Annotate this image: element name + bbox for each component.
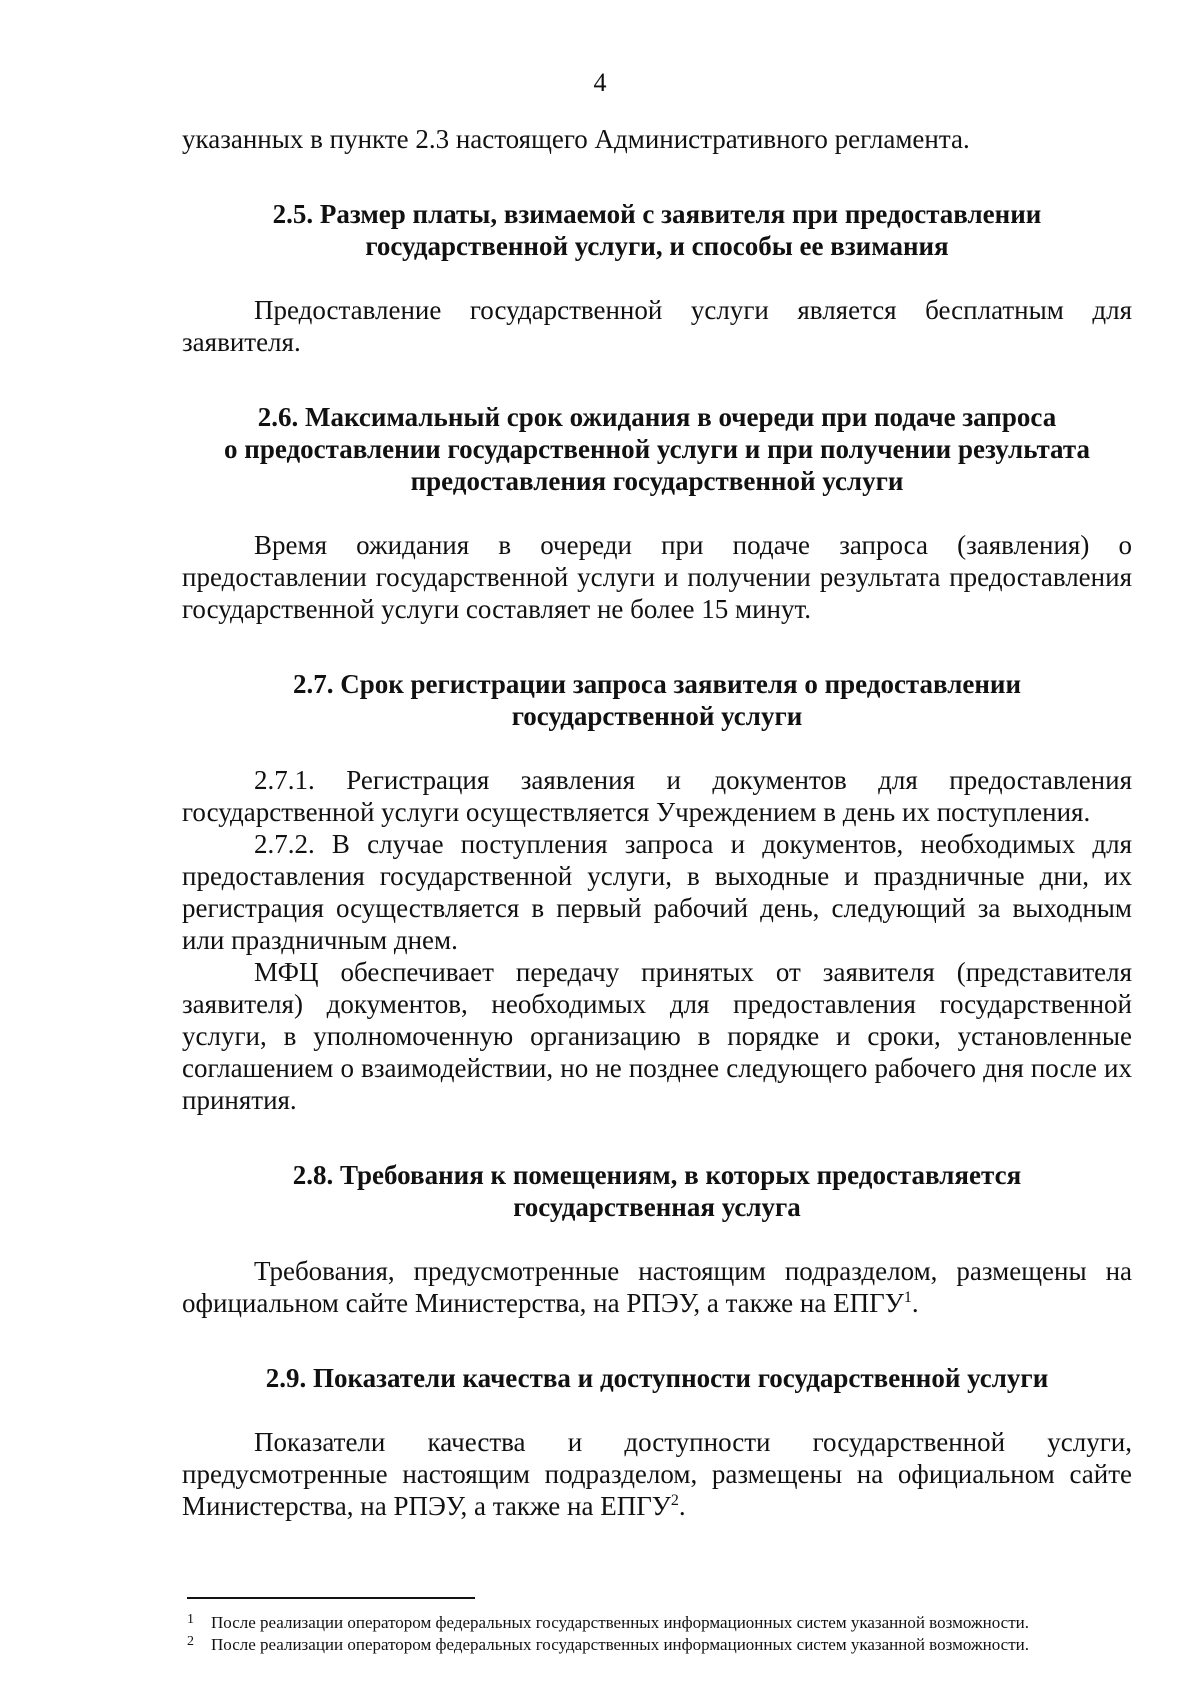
footnote-divider: [187, 1597, 475, 1599]
paragraph-2-6: Время ожидания в очереди при подаче запроса (заявления) о предоставлении государственной услуги и получении результата предоставления государственной услуги составляет не более 15 минут.: [182, 530, 1132, 624]
footnote-mark: 2: [187, 1634, 194, 1649]
footnotes: [187, 1612, 1132, 1656]
paragraph-2-7-2: 2.7.2. В случае поступления запроса и документов, необходимых для предоставления государственной услуги, в выходные и праздничные дни, их регистрация осуществляется в первый рабочий день, следующий за выходным или праздничным днем.: [182, 829, 1132, 955]
section-heading-2-8: 2.8. Требования к помещениям, в которых предоставляется государственная услуга: [292, 1160, 1022, 1222]
footnote-mark: 1: [187, 1612, 194, 1627]
footnote-ref-1[interactable]: 1: [903, 1289, 912, 1306]
paragraph-2-9: Показатели качества и доступности государственной услуги, предусмотренные настоящим подразделом, размещены на официальном сайте Министерства, на РПЭУ, а также на ЕПГУ$^2$.: [182, 1427, 1132, 1521]
section-heading-2-9: 2.9. Показатели качества и доступности государственной услуги: [265, 1363, 1049, 1393]
section-heading-2-6: 2.6. Максимальный срок ожидания в очереди при подаче запроса о предоставлении государственной услуги и при получении результата предоставления государственной услуги: [224, 402, 1090, 496]
section-heading-2-7: 2.7. Срок регистрации запроса заявителя о предоставлении государственной услуги: [292, 669, 1022, 731]
page-number: 4: [593, 68, 607, 97]
continuation-paragraph: указанных в пункте 2.3 настоящего Административного регламента.: [182, 124, 970, 154]
footnote-text: После реализации оператором федеральных государственных информационных систем указанной возможности.: [211, 1635, 1029, 1654]
footnote-text: После реализации оператором федеральных государственных информационных систем указанной возможности.: [211, 1613, 1029, 1632]
page-body: [182, 123, 1132, 1522]
paragraph-mfc: МФЦ обеспечивает передачу принятых от заявителя (представителя заявителя) документов, необходимых для предоставления государственной услуги, в уполномоченную организацию в порядке и сроки, установленные соглашением о взаимодействии, но не позднее следующего рабочего дня после их принятия.: [182, 957, 1132, 1115]
paragraph-2-7-1: 2.7.1. Регистрация заявления и документов для предоставления государственной услуги осуществляется Учреждением в день их поступления.: [182, 765, 1132, 827]
footnote-ref-2[interactable]: 2: [670, 1492, 679, 1509]
footnote-item: [187, 1612, 1132, 1634]
paragraph-2-5: Предоставление государственной услуги является бесплатным для заявителя.: [182, 295, 1132, 357]
paragraph-2-8: Требования, предусмотренные настоящим подразделом, размещены на официальном сайте Министерства, на РПЭУ, а также на ЕПГУ$^1$.: [182, 1256, 1132, 1318]
footnote-item: [187, 1634, 1132, 1656]
section-heading-2-5: 2.5. Размер платы, взимаемой с заявителя при предоставлении государственной услуги, и способы ее взимания: [272, 199, 1042, 261]
